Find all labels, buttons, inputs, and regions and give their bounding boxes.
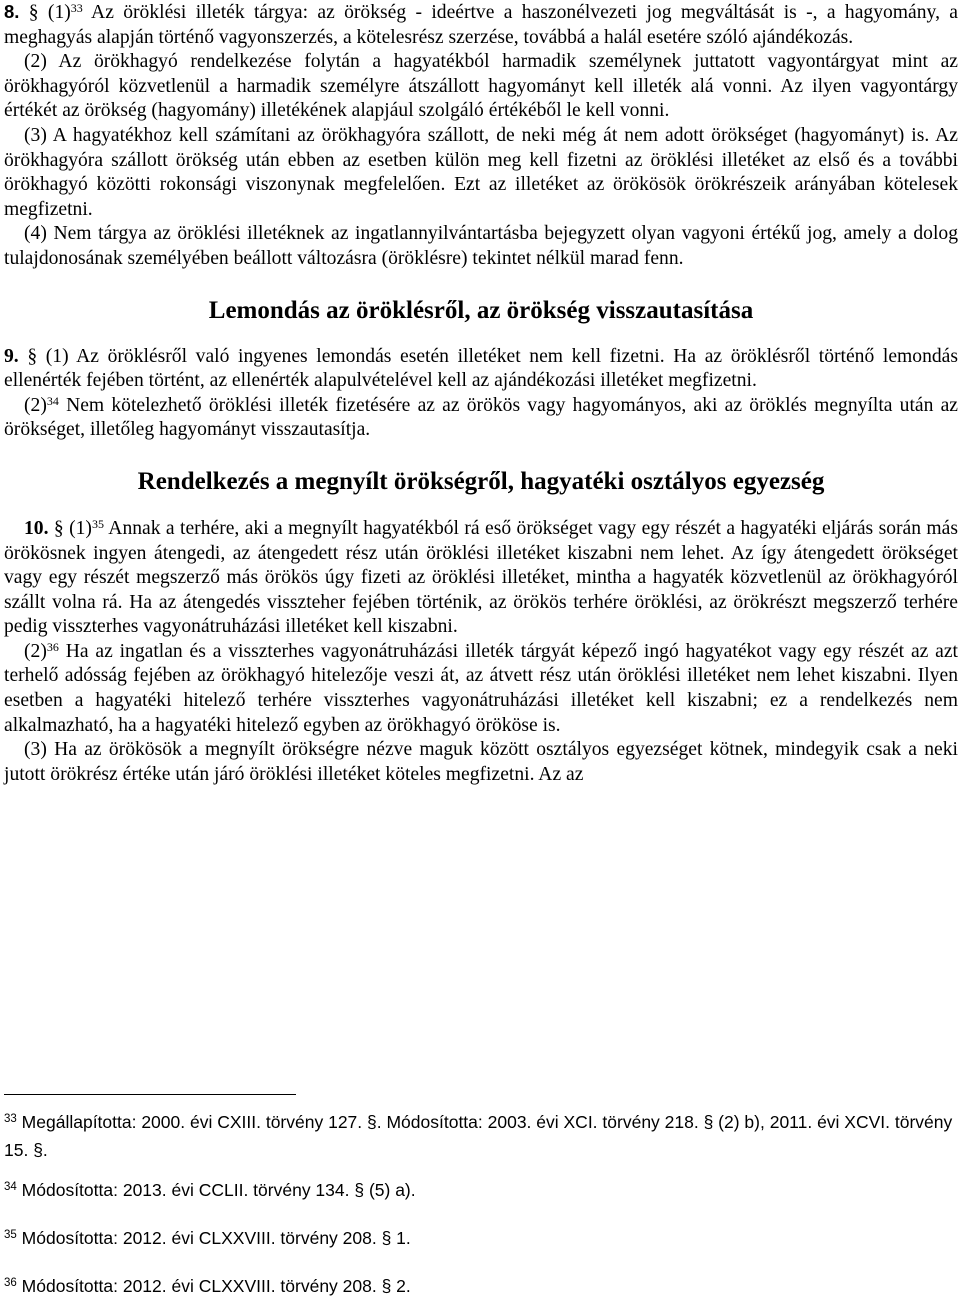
- footnote-ref[interactable]: 34: [46, 394, 59, 409]
- section-10-paragraph-1: 10. § $(1)^{35}$ Annak a terhére, aki a megnyílt hagyatékból rá eső örökséget vagy egy részét a hagyatéki eljárás során más örökösnek ingyen átengedi, az átengedett rész után öröklési illetéket kiszabni nem lehet. Az így átengedett örökséget vagy egy részét megszerző más örökös úgy fizeti az öröklési illetéket, mintha a hagyaték közvetlenül az örökhagyóról szállt volna rá. Ha az átengedés visszteher fejében történik, az örökös terhére öröklési, az örökrészt megszerző terhére pedig visszterhes vagyonátruházási illetéket kell kiszabni.: [4, 517, 958, 638]
- section-8-paragraph-1: 8. § $(1)^{33}$ Az öröklési illeték tárgya: az örökség - ideértve a haszonélvezeti jog megváltását is -, a hagyomány, a meghagyás alapján történő vagyonszerzés, a kötelesrész szerzése, továbbá a halál esetére szóló ajándékozás.: [4, 1, 959, 48]
- section-8-paragraph-3: (3) A hagyatékhoz kell számítani az örökhagyóra szállott, de neki még át nem adott örökséget (hagyományt) is. Az örökhagyóra szállott örökség után ebben az esetben külön meg kell fizetni az öröklési illetéket az első és a további örökhagyó közötti rokonsági viszonynak megfelelően. Ezt az illetéket az örökösök örökrészeik arányában kötelesek megfizetni.: [4, 124, 958, 220]
- section-number: 10.: [24, 517, 49, 539]
- section-heading: Lemondás az öröklésről, az örökség visszautasítása: [208, 296, 754, 324]
- section-sign: §: [28, 2, 39, 23]
- section-10-paragraph-2: $(2)^{36}$ Ha az ingatlan és a visszterhes vagyonátruházási illeték tárgyát képező ingó hagyatékot vagy egy részét az azt terhelő adósság fejében az örökhagyó hitelezője veszi át, az átvett rész után öröklési illetéket nem lehet kiszabni. Ilyen esetben a hagyatéki hitelező terhére visszterhes vagyonátruházási illetéket kell kiszabni; ez a rendelkezés nem alkalmazható, ha a hagyatéki hitelező egyben az örökhagyó örököse is.: [4, 640, 958, 736]
- footnote: $^{36}$ Módosította: 2012. évi CLXXVIII. törvény 208. § 2.: [4, 1276, 411, 1296]
- section-sign: §: [53, 517, 64, 539]
- section-sign: §: [27, 345, 38, 367]
- section-9-paragraph-2: $(2)^{34}$ Nem kötelezhető öröklési illeték fizetésére az az örökös vagy hagyományos, aki az öröklés megnyílta után az örökséget, illetőleg hagyományt visszautasítja.: [4, 394, 958, 441]
- section-9-paragraph-1: 9. § (1) Az öröklésről való ingyenes lemondás esetén illetéket nem kell fizetni. Ha az öröklésről történő lemondás ellenérték fejében történt, az ellenérték alapulvételével kell az ajándékozási illetéket megfizetni.: [4, 345, 958, 392]
- footnote-ref[interactable]: 36: [46, 640, 59, 655]
- footnote-separator: [4, 1094, 296, 1095]
- footnote: $^{35}$ Módosította: 2012. évi CLXXVIII. törvény 208. § 1.: [4, 1228, 411, 1248]
- section-8-paragraph-2: (2) Az örökhagyó rendelkezése folytán a hagyatékból harmadik személynek juttatott vagyontárgyat mint az örökhagyóról közvetlenül a harmadik személyre átszállott hagyományt kell illeték alá vonni. Az ilyen vagyontárgy értékét az örökség (hagyomány) illetékének alapjául szolgáló értékéből le kell vonni.: [4, 51, 958, 122]
- section-8-paragraph-4: (4) Nem tárgya az öröklési illetéknek az ingatlannyilvántartásba bejegyzett olyan vagyoni értékű jog, amely a dolog tulajdonosának személyében beállott változásra (öröklésre) tekintet nélkül marad fenn.: [4, 223, 958, 269]
- footnote: $^{34}$ Módosította: 2013. évi CCLII. törvény 134. § (5) a).: [4, 1180, 416, 1200]
- document-body: [4, 0, 958, 787]
- footnote-ref[interactable]: 35: [91, 517, 104, 532]
- section-number: 8.: [4, 1, 20, 22]
- section-heading: Rendelkezés a megnyílt örökségről, hagyatéki osztályos egyezség: [137, 467, 825, 495]
- footnote-ref[interactable]: 33: [70, 1, 83, 16]
- footnote: $^{33}$ Megállapította: 2000. évi CXIII. törvény 127. §. Módosította: 2003. évi XCI. törvény 218. § (2) b), 2011. évi XCVI. törvény 15. §.: [4, 1112, 953, 1160]
- section-number: 9.: [4, 345, 19, 367]
- section-10-paragraph-3: (3) Ha az örökösök a megnyílt örökségre nézve maguk között osztályos egyezséget kötnek, mindegyik csak a neki jutott örökrész értéke után járó öröklési illetéket köteles megfizetni. Az az: [4, 739, 958, 785]
